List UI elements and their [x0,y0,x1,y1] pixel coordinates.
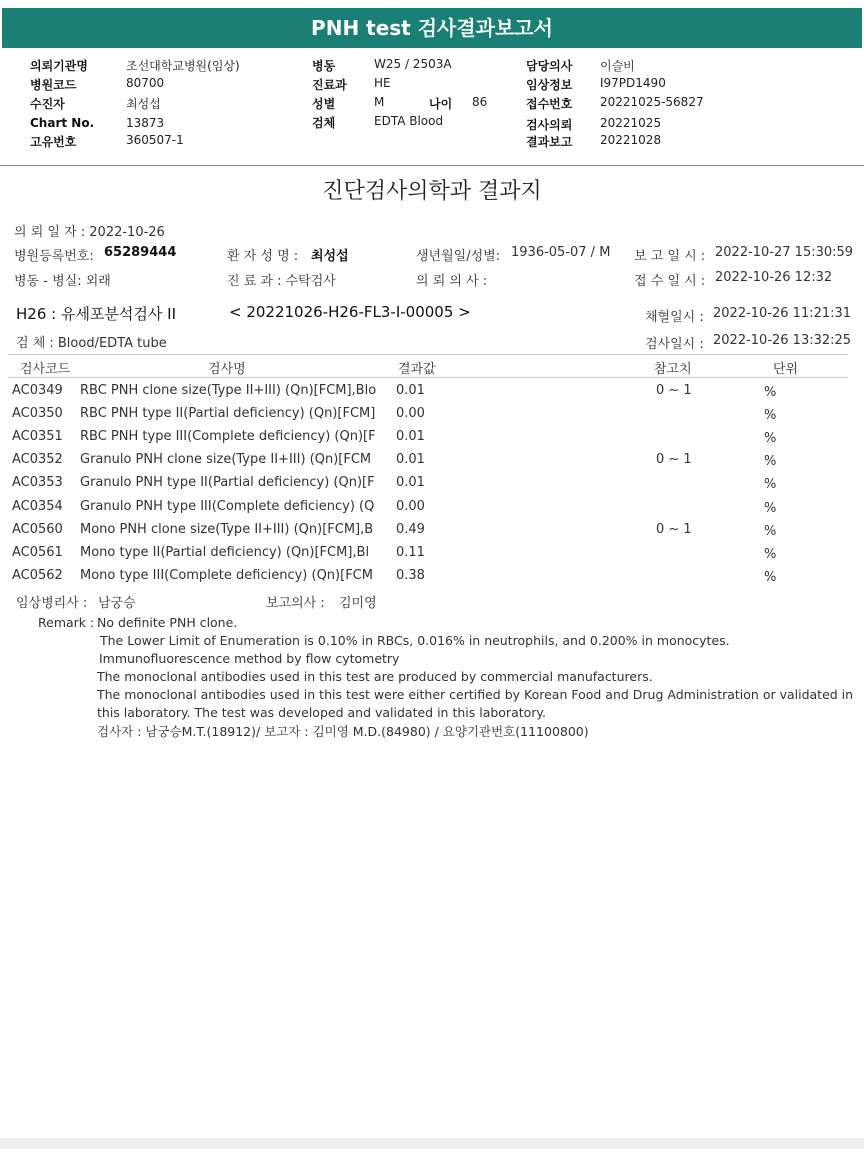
technologist-value: 남궁승 [98,596,136,611]
report-banner-title: PNH test 검사결과보고서 [2,8,862,48]
cell-unit: % [764,454,777,470]
collection-datetime-label: 채혈일시 : [645,310,704,325]
cell-result: 0.38 [396,567,425,583]
cell-unit: % [764,477,777,493]
col-name: 검사명 [208,362,246,377]
cell-unit: % [764,523,777,539]
cell-code: AC0353 [12,475,63,491]
col-unit: 단위 [773,362,799,377]
cell-code: AC0562 [12,567,63,583]
technologist-label: 임상병리사 : [16,596,88,611]
cell-result: 0.49 [396,521,425,537]
test-datetime-label: 검사일시 : [645,337,704,352]
cell-result: 0.01 [396,383,425,398]
clinical-info-label: 임상정보 [526,78,573,92]
result-report-value: 20221028 [600,133,662,147]
registration-label: 병원등록번호: [14,249,94,264]
reporting-doctor-value: 김미영 [339,596,377,611]
specimen-label: 검체 [312,116,336,130]
patient-name-value: 최성섭 [311,249,349,264]
department-value: HE [374,76,391,90]
registration-value: 65289444 [104,245,177,260]
report-datetime-value: 2022-10-27 15:30:59 [715,245,854,260]
birth-sex-value: 1936-05-07 / M [511,245,611,260]
cell-result: 0.00 [396,498,425,514]
request-value: 20221025 [600,116,662,130]
sex-value: M [374,95,385,109]
cell-name: Mono type III(Complete deficiency) (Qn)[FCM [80,567,373,583]
reporting-doctor-label: 보고의사 : [266,596,325,611]
remark-line: No definite PNH clone. [97,615,238,630]
report-datetime-label: 보 고 일 시 : [634,249,706,264]
result-report-label: 결과보고 [526,135,573,149]
patient-label: 수진자 [30,97,65,111]
results-table-header [8,354,848,378]
birth-sex-label: 생년월일/성별: [416,249,501,264]
specimen-type: 검 체 : Blood/EDTA tube [16,336,167,351]
cell-code: AC0350 [12,406,63,422]
cell-unit: % [764,500,777,516]
remark-line: The Lower Limit of Enumeration is 0.10% in RBCs, 0.016% in neutrophils, and 0.200% in monocytes. [100,633,730,648]
hospital-label: 의뢰기관명 [30,59,88,73]
remark-line: The monoclonal antibodies used in this test were either certified by Korean Food and Drug Administration or validated in [97,687,854,702]
cell-name: Mono type II(Partial deficiency) (Qn)[FCM],Bl [80,544,370,560]
table-row [0,452,864,475]
cell-code: AC0354 [12,498,63,514]
collection-datetime-value: 2022-10-26 11:21:31 [713,306,852,321]
patient-value: 최성섭 [126,97,161,111]
cell-name: RBC PNH type III(Complete deficiency) (Qn)[F [80,429,376,445]
chart-no-label: Chart No. [30,116,95,130]
cell-name: Mono PNH clone size(Type II+III) (Qn)[FCM],B [80,521,374,537]
cell-result: 0.01 [396,452,425,468]
remark-line: 검사자 : 남궁승M.T.(18912)/ 보고자 : 김미영 M.D.(84980) / 요양기관번호(11100800) [97,724,589,739]
cell-name: Granulo PNH type II(Partial deficiency) (Qn)[F [80,475,375,491]
specimen-value: EDTA Blood [374,114,444,128]
table-row [0,429,864,452]
physician-label: 담당의사 [526,59,573,73]
table-row [0,499,864,522]
cell-code: AC0352 [12,452,63,468]
cell-code: AC0351 [12,429,63,445]
hospital-code-label: 병원코드 [30,78,77,92]
ward-label: 병동 [312,59,336,73]
receipt-datetime-value: 2022-10-26 12:32 [715,270,833,285]
cell-result: 0.00 [396,406,425,422]
cell-result: 0.01 [396,429,425,445]
cell-unit: % [764,431,777,447]
clinic-dept: 진 료 과 : 수탁검사 [227,274,336,289]
cell-name: RBC PNH type II(Partial deficiency) (Qn)[FCM] [80,406,376,422]
ward-value: W25 / 2503A [374,57,452,71]
cell-name: Granulo PNH clone size(Type II+III) (Qn)[FCM [80,452,372,468]
table-row [0,383,864,406]
receipt-no-label: 접수번호 [526,97,573,111]
cell-name: Granulo PNH type III(Complete deficiency) (Q [80,498,375,514]
cell-result: 0.01 [396,475,425,491]
clinical-info-value: I97PD1490 [600,76,666,90]
cell-name: RBC PNH clone size(Type II+III) (Qn)[FCM],Blo [80,383,377,398]
cell-result: 0.11 [396,544,425,560]
page-bottom-bar [0,1138,864,1149]
chart-no-value: 13873 [126,116,165,130]
report-header [0,50,864,166]
table-row [0,406,864,429]
remark-line: this laboratory. The test was developed and validated in this laboratory. [97,705,547,720]
physician-value: 이슬비 [600,59,635,73]
table-row [0,522,864,545]
cell-code: AC0349 [12,383,63,398]
document-title: 진단검사의학과 결과지 [322,179,542,204]
remark-label: Remark : [38,615,95,630]
cell-unit: % [764,408,777,424]
patient-name-label: 환 자 성 명 : [227,249,299,264]
cell-ref: 0 ~ 1 [656,452,692,468]
cell-ref: 0 ~ 1 [656,383,692,398]
age-value: 86 [472,95,488,109]
ward-room: 병동 - 병실: 외래 [14,274,111,289]
table-row [0,475,864,498]
request-date: 의 뢰 일 자 : 2022-10-26 [14,225,165,240]
age-label: 나이 [429,97,453,111]
receipt-no-value: 20221025-56827 [600,95,704,109]
table-row [0,545,864,568]
col-reference: 참고치 [654,362,692,377]
col-result: 결과값 [398,362,436,377]
section-title: H26 : 유세포분석검사 II [16,305,177,323]
remark-line: The monoclonal antibodies used in this test are produced by commercial manufacturers. [97,669,653,684]
remark-line: Immunofluorescence method by flow cytometry [99,651,400,666]
cell-unit: % [764,385,777,400]
cell-code: AC0561 [12,544,63,560]
receipt-datetime-label: 접 수 일 시 : [634,274,706,289]
test-datetime-value: 2022-10-26 13:32:25 [713,333,852,348]
unique-no-label: 고유번호 [30,135,77,149]
cell-ref: 0 ~ 1 [656,521,692,537]
section-code: < 20221026-H26-FL3-I-00005 > [229,303,471,321]
hospital-value: 조선대학교병원(임상) [126,59,240,73]
cell-unit: % [764,569,777,585]
referring-doctor: 의 뢰 의 사 : [416,274,488,289]
unique-no-value: 360507-1 [126,133,184,147]
request-label: 검사의뢰 [526,118,573,132]
cell-code: AC0560 [12,521,63,537]
cell-unit: % [764,546,777,562]
sex-label: 성별 [312,97,336,111]
hospital-code-value: 80700 [126,76,165,90]
col-code: 검사코드 [20,362,71,377]
department-label: 진료과 [312,78,347,92]
table-row [0,568,864,591]
